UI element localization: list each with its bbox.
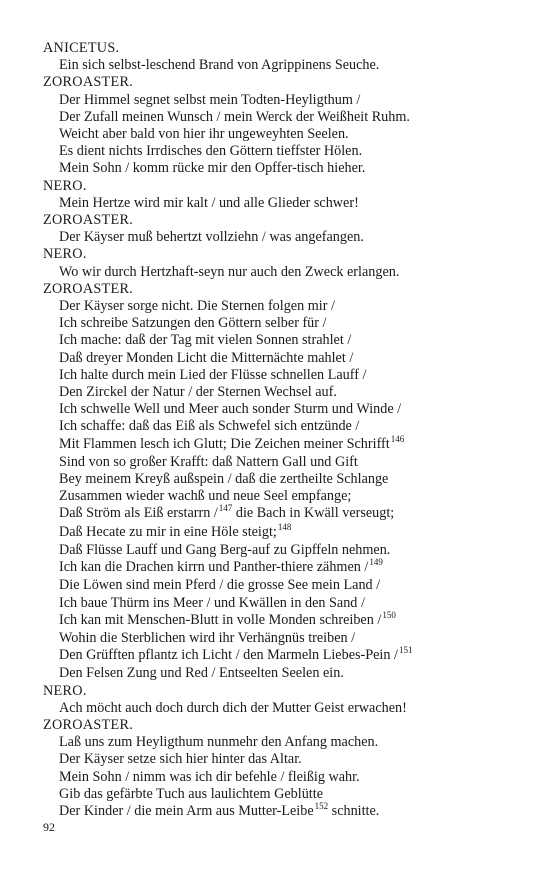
- verse-line: [43, 505, 513, 523]
- verse-line: [43, 751, 513, 768]
- verse-line: [43, 521, 513, 542]
- line-text: Zusammen wieder wachß und neue Seel empfange;: [59, 488, 352, 505]
- speaker-name: [43, 74, 513, 91]
- verse-line: [43, 769, 513, 786]
- verse-line: [43, 700, 513, 717]
- verse-line: [43, 433, 513, 454]
- line-text: Mit Flammen lesch ich Glutt; Die Zeichen meiner Schrifft: [59, 435, 390, 452]
- verse-line: [43, 577, 513, 594]
- line-text: Ich mache: daß der Tag mit vielen Sonnen strahlet /: [59, 332, 352, 349]
- speaker-name: [43, 281, 513, 298]
- line-text: Wohin die Sterblichen wird ihr Verhängnüs treiben /: [59, 629, 356, 646]
- line-text: Ich schaffe: daß das Eiß als Schwefel sich entzünde /: [59, 418, 360, 435]
- verse-line: [43, 647, 513, 665]
- verse-line: [43, 401, 513, 418]
- verse-line: [43, 488, 513, 505]
- speaker-name: [43, 178, 513, 195]
- verse-line: [43, 160, 513, 177]
- page-number: 92: [43, 820, 55, 834]
- line-text: Wo wir durch Hertzhaft-seyn nur auch den Zweck erlangen.: [59, 263, 400, 280]
- line-text: Den Zirckel der Natur / der Sternen Wechsel auf.: [59, 384, 337, 401]
- verse-line: [43, 332, 513, 349]
- footnote-reference[interactable]: 148: [277, 521, 292, 532]
- line-text: NERO.: [43, 682, 87, 699]
- verse-line: [43, 630, 513, 647]
- line-text: Gib das gefärbte Tuch aus laulichtem Geblütte: [59, 785, 323, 802]
- line-text: Der Zufall meinen Wunsch / mein Werck der Weißheit Ruhm.: [59, 108, 410, 125]
- line-text: Daß Ström als Eiß erstarrn /: [59, 505, 218, 522]
- verse-line: [43, 57, 513, 74]
- line-text: Der Käyser setze sich hier hinter das Altar.: [59, 751, 302, 768]
- line-text: Bey meinem Kreyß außspein / daß die zertheilte Schlange: [59, 471, 389, 488]
- verse-line: [43, 471, 513, 488]
- footnote-reference[interactable]: 151: [398, 645, 413, 656]
- line-text: Sind von so großer Krafft: daß Nattern Gall und Gift: [59, 453, 358, 470]
- verse-line: [43, 298, 513, 315]
- line-text: Den Felsen Zung und Red / Entseelten Seelen ein.: [59, 665, 344, 682]
- verse-line: [43, 454, 513, 471]
- verse-line: [43, 418, 513, 435]
- line-text: Ich kan mit Menschen-Blutt in volle Monden schreiben /: [59, 611, 382, 628]
- line-text: NERO.: [43, 246, 87, 263]
- speaker-name: [43, 246, 513, 263]
- line-text: ZOROASTER.: [43, 280, 134, 297]
- verse-line: [43, 109, 513, 126]
- verse-line: [43, 542, 513, 559]
- footnote-reference[interactable]: 149: [369, 557, 383, 568]
- verse-line: [43, 126, 513, 143]
- line-text: NERO.: [43, 177, 87, 194]
- line-text: Der Himmel segnet selbst mein Todten-Heyligthum /: [59, 91, 361, 108]
- line-text: ZOROASTER.: [43, 74, 134, 91]
- line-text: Ich kan die Drachen kirrn und Panther-thiere zähmen /: [59, 559, 369, 576]
- line-text: Es dient nichts Irrdisches den Göttern tieffster Hölen.: [59, 143, 363, 160]
- line-text: Ich schreibe Satzungen den Göttern selber für /: [59, 315, 327, 332]
- line-text: ZOROASTER.: [43, 716, 134, 733]
- speaker-name: [43, 683, 513, 700]
- speaker-name: [43, 212, 513, 229]
- verse-line: [43, 665, 513, 682]
- verse-line: [43, 350, 513, 367]
- line-text: ZOROASTER.: [43, 212, 134, 229]
- verse-line: [43, 315, 513, 332]
- line-text: Ich halte durch mein Lied der Flüsse schnellen Lauff /: [59, 366, 367, 383]
- line-text: Der Käyser sorge nicht. Die Sternen folgen mir /: [59, 298, 335, 315]
- footnote-reference[interactable]: 147: [218, 503, 233, 514]
- line-text: Weicht aber bald von hier ihr ungeweyhten Seelen.: [59, 126, 349, 143]
- verse-line: [43, 229, 513, 246]
- line-text: Daß dreyer Monden Licht die Mitternächte mahlet /: [59, 349, 354, 366]
- footnote-reference[interactable]: 150: [382, 609, 396, 620]
- line-text: Ich baue Thürm ins Meer / und Kwällen in den Sand /: [59, 594, 365, 611]
- line-text: Laß uns zum Heyligthum nunmehr den Anfang machen.: [59, 734, 379, 751]
- speaker-name: [43, 40, 513, 57]
- verse-line: [43, 195, 513, 212]
- drama-text: [43, 40, 513, 821]
- verse-line: [43, 559, 513, 577]
- line-text: Ein sich selbst-leschend Brand von Agrippinens Seuche.: [59, 57, 380, 74]
- line-text: Mein Sohn / komm rücke mir den Opffer-tisch hieher.: [59, 160, 366, 177]
- line-text: ANICETUS.: [43, 40, 120, 56]
- verse-line: [43, 264, 513, 281]
- line-text: Der Kinder / die mein Arm aus Mutter-Leibe: [59, 802, 314, 819]
- verse-line: [43, 734, 513, 751]
- footnote-reference[interactable]: 146: [390, 433, 405, 444]
- verse-line: [43, 609, 513, 630]
- speaker-name: [43, 717, 513, 734]
- line-text: Ach möcht auch doch durch dich der Mutter Geist erwachen!: [59, 699, 407, 716]
- verse-line: [43, 384, 513, 401]
- line-text: Ich schwelle Well und Meer auch sonder Sturm und Winde /: [59, 401, 402, 418]
- verse-line: [43, 92, 513, 109]
- footnote-reference[interactable]: 152: [314, 800, 329, 811]
- verse-line: [43, 595, 513, 612]
- line-text: Mein Sohn / nimm was ich dir befehle / fleißig wahr.: [59, 768, 360, 785]
- verse-line: [43, 786, 513, 803]
- verse-line: [43, 143, 513, 160]
- line-text: Der Käyser muß behertzt vollziehn / was angefangen.: [59, 229, 364, 246]
- line-text: Mein Hertze wird mir kalt / und alle Glieder schwer!: [59, 194, 359, 211]
- line-text: Die Löwen sind mein Pferd / die grosse See mein Land /: [59, 577, 381, 594]
- line-text-continued: die Bach in Kwäll verseugt;: [232, 505, 395, 522]
- line-text: Daß Flüsse Lauff und Gang Berg-auf zu Gipffeln nehmen.: [59, 541, 391, 558]
- line-text: Den Grüfften pflantz ich Licht / den Marmeln Liebes-Pein /: [59, 647, 398, 664]
- line-text-continued: schnitte.: [328, 802, 380, 819]
- line-text: Daß Hecate zu mir in eine Höle steigt;: [59, 523, 277, 540]
- verse-line: [43, 367, 513, 384]
- verse-line: [43, 800, 513, 821]
